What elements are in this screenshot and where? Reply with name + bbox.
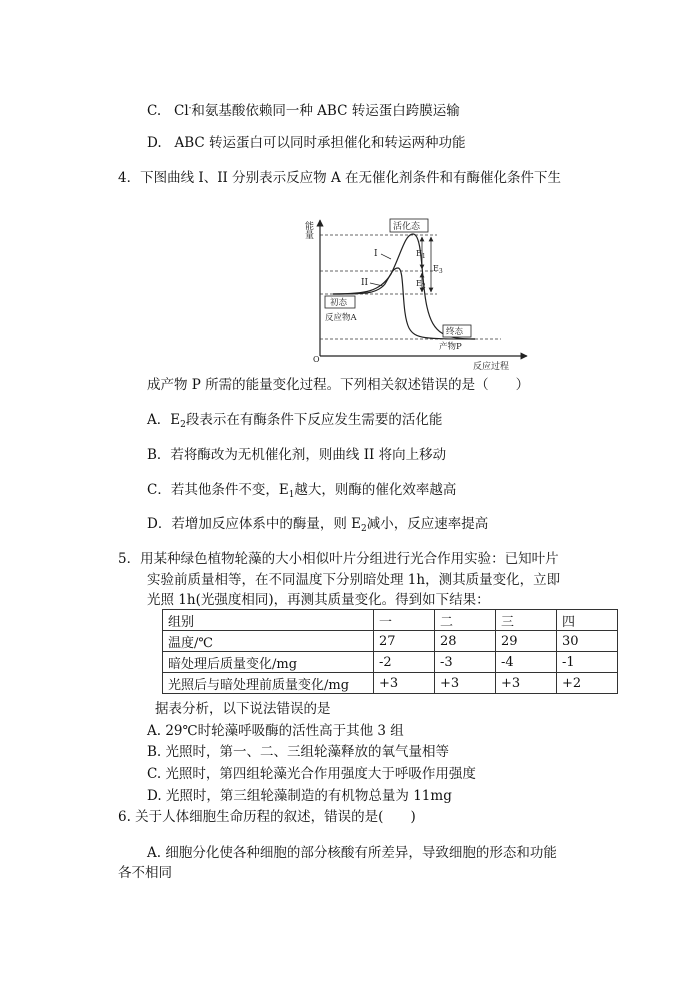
curve-2-label: II — [361, 278, 369, 288]
q4-option-c: C．若其他条件不变，$E_1$越大，则酶的催化效率越高 — [147, 482, 457, 500]
reactant-label: 反应物A — [325, 313, 357, 323]
q5-stem-line3: 光照 1h(光强度相同)，再测其质量变化。得到如下结果： — [147, 592, 490, 608]
q5-option-c: C. 光照时，第四组轮藻光合作用强度大于呼吸作用强度 — [147, 766, 476, 782]
q3-option-d: D. ABC 转运蛋白可以同时承担催化和转运两种功能 — [147, 135, 466, 151]
initial-state-label: 初态 — [330, 298, 348, 308]
q4-option-d: D．若增加反应体系中的酶量，则 $E_2$减小，反应速率提高 — [147, 516, 489, 534]
results-table — [162, 609, 618, 694]
table-row: 光照后与暗处理前质量变化/mg +3 +3 +3 +2 — [163, 673, 618, 694]
curve-1 — [333, 234, 475, 339]
q6-option-a-line2: 各不相同 — [118, 865, 172, 881]
table-row: 温度/℃ 27 28 29 30 — [163, 631, 618, 652]
q5-stem-line1: 5．用某种绿色植物轮藻的大小相似叶片分组进行光合作用实验：已知叶片 — [118, 551, 559, 567]
e1-label: $E_1$ — [416, 249, 426, 260]
curve-1-label: I — [374, 249, 378, 259]
product-label: 产物P — [439, 342, 462, 352]
q4-option-a: A．$E_2$段表示在有酶条件下反应发生需要的活化能 — [147, 412, 443, 430]
q5-analysis: 据表分析，以下说法错误的是 — [155, 701, 331, 717]
q5-stem-line2: 实验前质量相等，在不同温度下分别暗处理 1h，测其质量变化，立即 — [147, 572, 561, 588]
table-row: 暗处理后质量变化/mg -2 -3 -4 -1 — [163, 652, 618, 673]
q4-stem-line1: 4．下图曲线 I、II 分别表示反应物 A 在无催化剂条件和有酶催化条件下生 — [118, 170, 562, 186]
y-axis-label: 能量 — [303, 221, 313, 239]
e3-label: $E_3$ — [433, 264, 443, 275]
q3-option-c: C. Cl-和氨基酸依赖同一种 ABC 转运蛋白跨膜运输 — [147, 103, 460, 119]
q5-option-b: B. 光照时，第一、二、三组轮藻释放的氧气量相等 — [147, 744, 450, 760]
table-row: 组别 一 二 三 四 — [163, 610, 618, 631]
e2-label: $E_2$ — [416, 279, 426, 290]
q6-option-a-line1: A. 细胞分化使各种细胞的部分核酸有所差异，导致细胞的形态和功能 — [147, 845, 557, 861]
q5-option-d: D. 光照时，第三组轮藻制造的有机物总量为 11mg — [147, 788, 452, 804]
q6-stem: 6. 关于人体细胞生命历程的叙述，错误的是( ) — [118, 809, 416, 825]
q5-option-a: A. 29℃时轮藻呼吸酶的活性高于其他 3 组 — [147, 723, 404, 739]
q4-option-b: B．若将酶改为无机催化剂，则曲线 II 将向上移动 — [147, 447, 447, 463]
final-state-label: 终态 — [446, 327, 464, 337]
energy-diagram — [305, 212, 535, 372]
x-axis-label: 反应过程 — [473, 362, 510, 372]
origin-label: O — [313, 355, 320, 364]
q4-stem-line2: 成产物 P 所需的能量变化过程。下列相关叙述错误的是（ ） — [147, 377, 530, 393]
activated-state-label: 活化态 — [393, 222, 421, 232]
